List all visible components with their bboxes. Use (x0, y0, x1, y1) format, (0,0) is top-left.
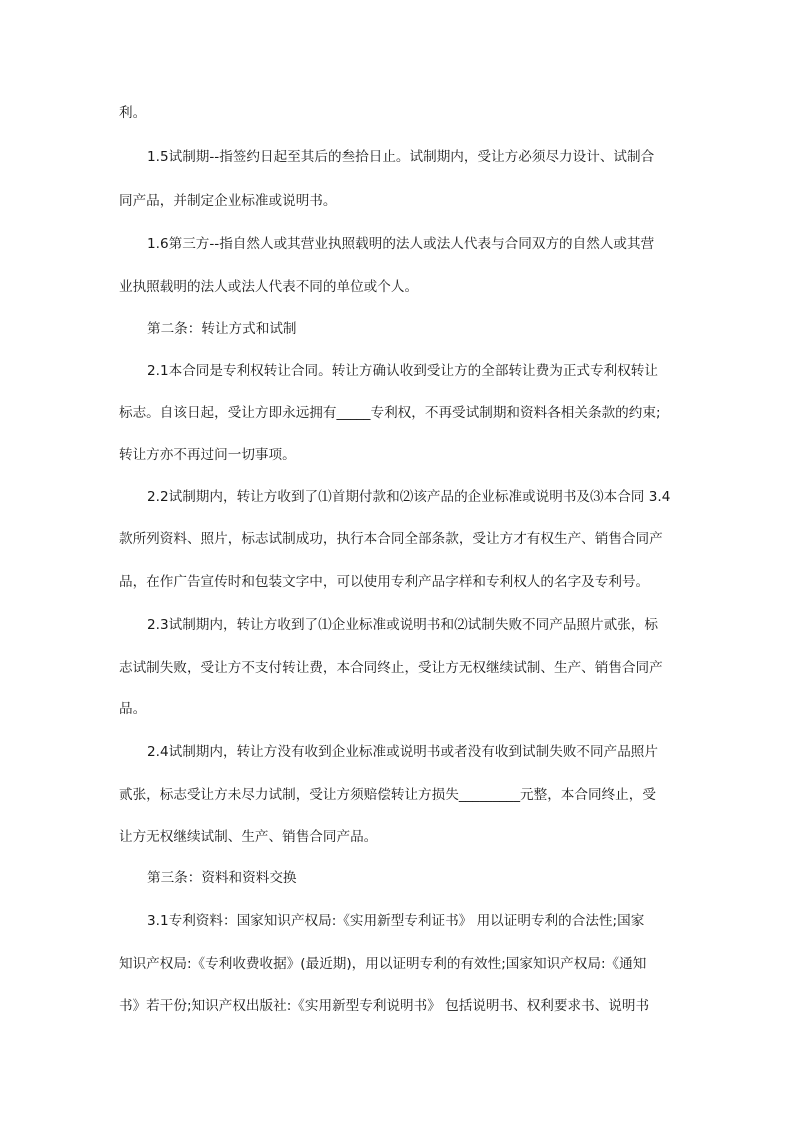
text-line: 贰张，标志受让方未尽力试制，受让方须赔偿转让方损失_________元整，本合同终止，受 (119, 787, 656, 803)
text-line: 同产品，并制定企业标准或说明书。 (119, 193, 337, 209)
text-line: 品，在作广告宣传时和包装文字中，可以使用专利产品字样和专利权人的名字及专利号。 (119, 574, 650, 590)
text-line: 书》若干份;知识产权出版社:《实用新型专利说明书》 包括说明书、权利要求书、说明书 (119, 998, 650, 1014)
clause-2-3: 2.3试制期内，转让方收到了⑴企业标准或说明书和⑵试制失败不同产品照片贰张，标 (147, 617, 658, 633)
article-3-heading: 第三条：资料和资料交换 (147, 870, 297, 886)
article-2-heading: 第二条：转让方式和试制 (147, 321, 297, 337)
text-line: 志试制失败，受让方不支付转让费，本合同终止，受让方无权继续试制、生产、销售合同产 (119, 660, 663, 676)
clause-3-1: 3.1专利资料：国家知识产权局:《实用新型专利证书》 用以证明专利的合法性;国家 (147, 913, 645, 929)
text-line: 品。 (119, 701, 147, 717)
text-line: 知识产权局:《专利收费收据》(最近期)，用以证明专利的有效性;国家知识产权局:《通知 (119, 956, 647, 972)
text-line: 标志。自该日起，受让方即永远拥有_____专利权，不再受试制期和资料各相关条款的约束; (119, 405, 661, 421)
clause-2-1: 2.1本合同是专利权转让合同。转让方确认收到受让方的全部转让费为正式专利权转让 (147, 363, 658, 379)
text-line: 转让方亦不再过问一切事项。 (119, 447, 296, 463)
text-line: 款所列资料、照片，标志试制成功，执行本合同全部条款，受让方才有权生产、销售合同产 (119, 531, 663, 547)
clause-1-6: 1.6第三方--指自然人或其营业执照载明的法人或法人代表与合同双方的自然人或其营 (147, 236, 655, 252)
text-line: 让方无权继续试制、生产、销售合同产品。 (119, 829, 378, 845)
clause-2-2: 2.2试制期内，转让方收到了⑴首期付款和⑵该产品的企业标准或说明书及⑶本合同 3.4 (147, 489, 671, 505)
clause-2-4: 2.4试制期内，转让方没有收到企业标准或说明书或者没有收到试制失败不同产品照片 (147, 744, 658, 760)
text-line: 利。 (119, 105, 147, 121)
text-line: 业执照载明的法人或法人代表不同的单位或个人。 (119, 279, 419, 295)
clause-1-5: 1.5试制期--指签约日起至其后的叁拾日止。试制期内，受让方必须尽力设计、试制合 (147, 149, 655, 165)
